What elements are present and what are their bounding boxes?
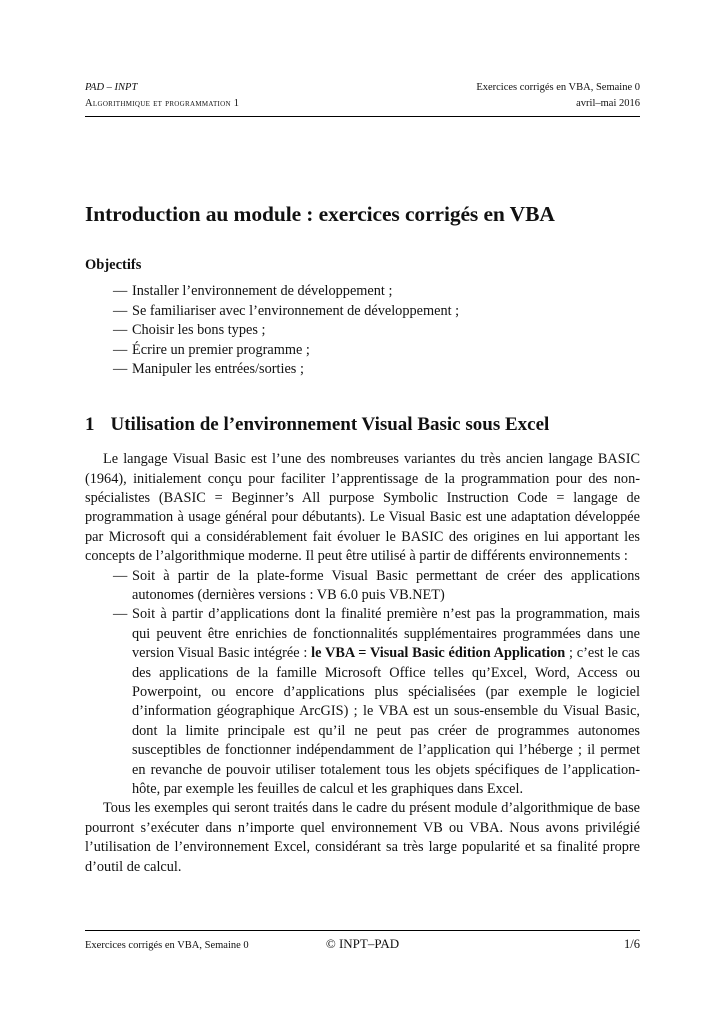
list-item-text: Manipuler les entrées/sorties ; <box>132 361 304 377</box>
footer-rule <box>85 930 640 931</box>
objectives-heading: Objectifs <box>85 257 142 274</box>
page-footer <box>85 926 640 952</box>
list-item-bold-text: le VBA = Visual Basic édition Application <box>311 645 566 662</box>
section-1 <box>85 413 640 877</box>
header-rule <box>85 116 640 117</box>
dash-bullet: — <box>113 283 128 300</box>
section-list <box>85 567 640 800</box>
list-item-text: Choisir les bons types ; <box>132 322 266 339</box>
header-document-title: Exercices corrigés en VBA, Semaine 0 <box>476 82 640 93</box>
list-item <box>85 321 640 340</box>
list-item-text: Soit à partir d’applications dont la finalité première n’est pas la programmation, mais qui peuvent être enrichies de fonctionnalités supplémentaires programmées dans une version Visual Basic intégrée : <box>132 606 640 662</box>
dash-bullet: — <box>113 341 128 358</box>
dash-bullet: — <box>113 361 128 377</box>
list-item-text: Se familiariser avec l’environnement de développement ; <box>132 302 460 319</box>
header-organization: PAD – INPT <box>85 82 138 93</box>
section-number: 1 <box>85 414 95 436</box>
paragraph: Le langage Visual Basic est l’une des nombreuses variantes du très ancien langage BASIC (1964), initialement conçu pour faciliter l’apprentissage de la programmation pour des non-spécialistes (BASIC = Beginner’s All purpose Symbolic Instruction Code = langage de programmation à usage général pour débutants). Le Visual Basic est une adaptation développée par Microsoft qui a considérablement fait évoluer le BASIC des origines en lui apportant les concepts de l’algorithmique moderne. Il peut être utilisé à partir de différents environnements : <box>85 451 640 565</box>
page-number: 1/6 <box>624 937 640 951</box>
list-item <box>85 605 640 799</box>
dash-bullet: — <box>113 302 128 319</box>
footer-document-title: Exercices corrigés en VBA, Semaine 0 <box>85 940 249 951</box>
section-heading <box>85 413 640 438</box>
header-columns <box>85 80 640 112</box>
dash-bullet: — <box>113 567 128 584</box>
list-item-text: Écrire un premier programme ; <box>132 341 310 358</box>
list-item <box>85 341 640 360</box>
list-item <box>85 302 640 321</box>
header-course-name: Algorithmique et programmation 1 <box>85 97 240 109</box>
section-title: Utilisation de l’environnement Visual Basic sous Excel <box>110 414 550 436</box>
dash-bullet: — <box>113 606 128 623</box>
document-title: Introduction au module : exercices corrigés en VBA <box>85 201 555 226</box>
list-item <box>85 360 640 379</box>
objectives-section <box>85 257 640 379</box>
list-item-text: Installer l’environnement de développement ; <box>132 283 393 300</box>
objectives-list <box>85 282 640 379</box>
dash-bullet: — <box>113 322 128 339</box>
footer-columns <box>85 936 640 952</box>
list-item-text: Soit à partir de la plate-forme Visual Basic permettant de créer des applications autonomes (dernières versions : VB 6.0 puis VB.NET) <box>132 567 640 603</box>
paragraph: Tous les exemples qui seront traités dans le cadre du présent module d’algorithmique de base pourront s’exécuter dans n’importe quel environnement VB ou VBA. Nous avons privilégié l’utilisation de l’environnement Excel, considérant sa très large popularité et sa finalité propre d’outil de calcul. <box>85 800 640 875</box>
footer-copyright: © INPT–PAD <box>325 936 400 951</box>
list-item-text: ; c’est le cas des applications de la famille Microsoft Office telles qu’Excel, Word, Access ou Powerpoint, ou encore d’applications plus spécialisées (par exemple le logiciel d’information géographique ArcGIS) ; le VBA est un sous-ensemble du Visual Basic, dont la limite principale est qu’il ne peut pas créer de programmes autonomes susceptibles de fonctionner indépendamment de l’application qui l’héberge ; il permet en revanche de pouvoir utiliser totalement tous les objets spécifiques de l’application-hôte, par exemple les feuilles de calcul et les graphiques dans Excel. <box>132 645 640 797</box>
header-right <box>476 80 640 112</box>
header-left <box>85 80 239 112</box>
header-date: avril–mai 2016 <box>576 97 640 109</box>
list-item <box>85 282 640 301</box>
page-header <box>85 80 640 117</box>
list-item <box>85 567 640 606</box>
